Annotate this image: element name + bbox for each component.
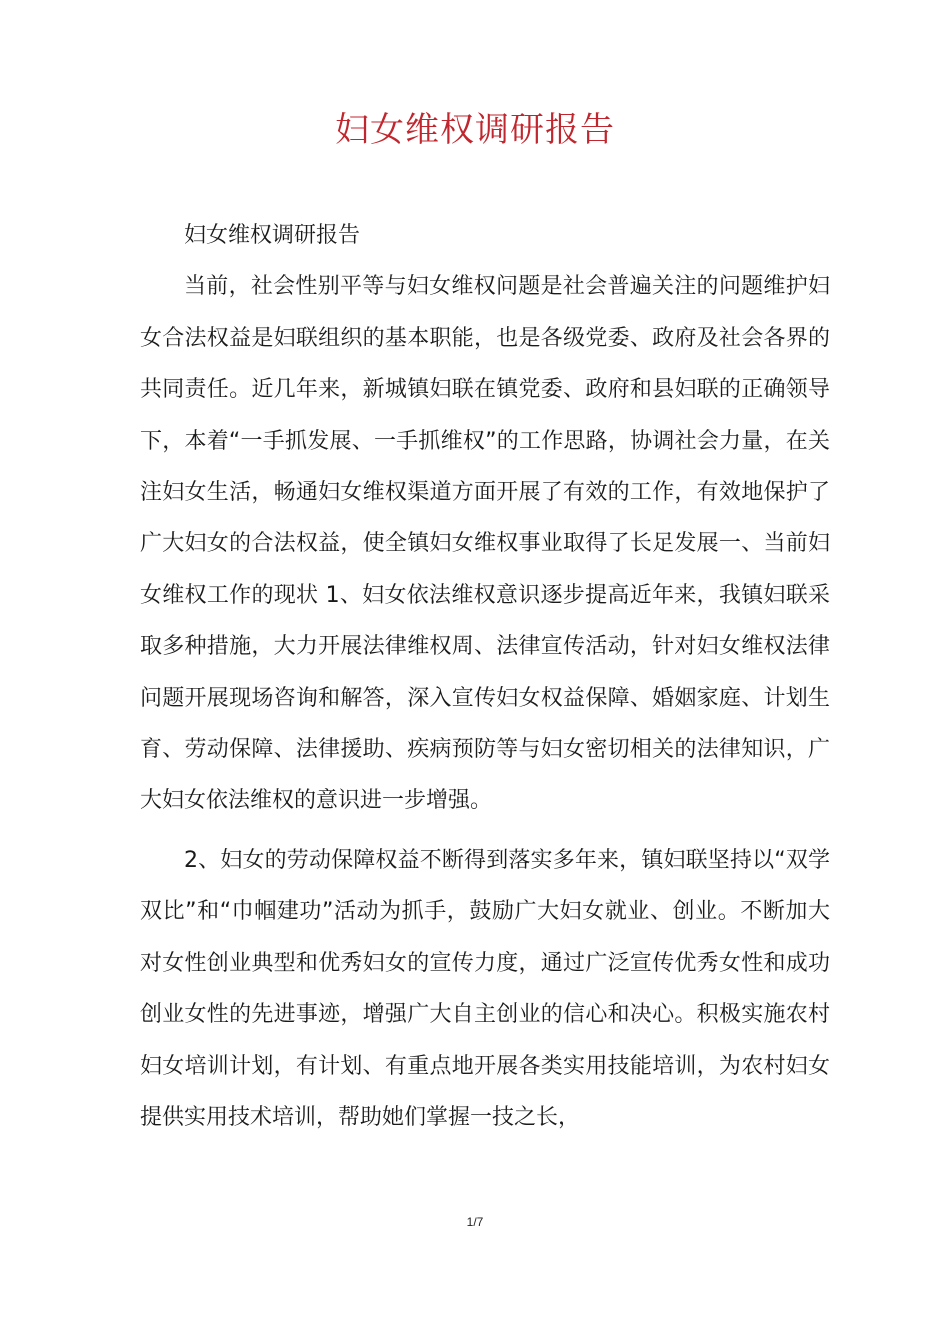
page-number: 1/7 [466, 1215, 484, 1229]
document-body [140, 210, 830, 1143]
paragraph-intro: 当前，社会性别平等与妇女维权问题是社会普遍关注的问题维护妇女合法权益是妇联组织的基本职能，也是各级党委、政府及社会各界的共同责任。近几年来，新城镇妇联在镇党委、政府和县妇联的正确领导下，本着“一手抓发展、一手抓维权”的工作思路，协调社会力量，在关注妇女生活，畅通妇女维权渠道方面开展了有效的工作，有效地保护了广大妇女的合法权益，使全镇妇女维权事业取得了长足发展一、当前妇女维权工作的现状 1、妇女依法维权意识逐步提高近年来，我镇妇联采取多种措施，大力开展法律维权周、法律宣传活动，针对妇女维权法律问题开展现场咨询和解答，深入宣传妇女权益保障、婚姻家庭、计划生育、劳动保障、法律援助、疾病预防等与妇女密切相关的法律知识，广大妇女依法维权的意识进一步增强。 [140, 274, 830, 814]
paragraph-labor-rights: 2、妇女的劳动保障权益不断得到落实多年来，镇妇联坚持以“双学双比”和“巾帼建功”活动为抓手，鼓励广大妇女就业、创业。不断加大对女性创业典型和优秀妇女的宣传力度，通过广泛宣传优秀女性和成功创业女性的先进事迹，增强广大自主创业的信心和决心。积极实施农村妇女培训计划，有计划、有重点地开展各类实用技能培训，为农村妇女提供实用技术培训，帮助她们掌握一技之长， [140, 847, 830, 1130]
document-title: 妇女维权调研报告 [335, 110, 615, 150]
paragraph-subtitle: 妇女维权调研报告 [184, 223, 361, 248]
